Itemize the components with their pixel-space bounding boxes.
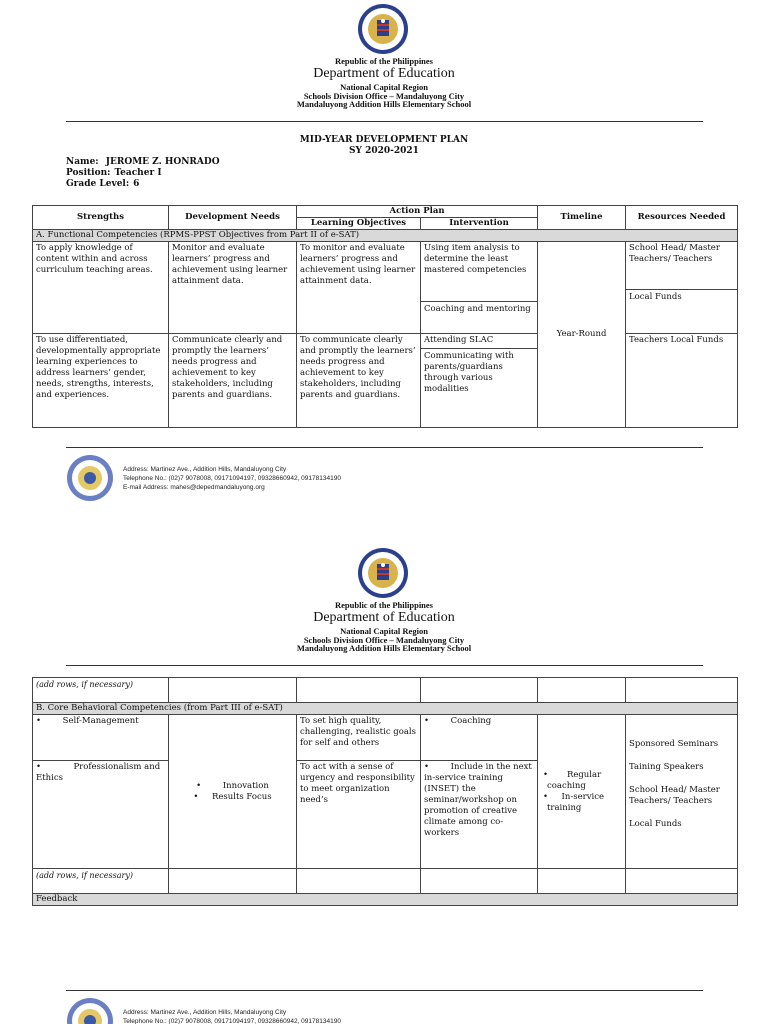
intervention-item: Using item analysis to determine the least mastered competencies <box>424 243 527 275</box>
empty-cell <box>421 678 538 703</box>
intervention-item: Coaching and mentoring <box>421 301 537 315</box>
footer-address: Address: Martinez Ave., Addition Hills, Mandaluyong City <box>123 466 287 473</box>
table-row <box>33 869 738 894</box>
grade-label: Grade Level: <box>66 179 130 189</box>
intervention-item: • Include in the next in-service training (INSET) the seminar/workshop on promotion of creative climate among co-workers <box>424 762 532 838</box>
header-strengths: Strengths <box>33 206 169 230</box>
resource-item: Local Funds <box>629 819 682 829</box>
section-a-heading: A. Functional Competencies (RPMS-PPST Objectives from Part II of e-SAT) <box>33 230 738 242</box>
empty-cell <box>169 678 297 703</box>
intervention-cell <box>421 334 538 428</box>
development-plan-table-continued <box>32 677 738 906</box>
plan-title: MID-YEAR DEVELOPMENT PLAN <box>299 135 469 145</box>
department-line: Department of Education <box>313 65 455 81</box>
header-timeline: Timeline <box>538 206 626 230</box>
school-line: Mandaluyong Addition Hills Elementary School <box>296 99 472 110</box>
footer-telephone: Telephone No.: (02)7 9078008, 09171094197, 09328660942, 09178134190 <box>123 1018 341 1024</box>
division-line: Schools Division Office – Mandaluyong City <box>303 90 465 101</box>
learning-objective-cell <box>297 715 421 869</box>
empty-cell <box>421 869 538 894</box>
add-rows-note: (add rows, if necessary) <box>33 678 169 703</box>
add-rows-note: (add rows, if necessary) <box>33 869 169 894</box>
strength-text: Self-Management <box>62 716 139 726</box>
footer-telephone: Telephone No.: (02)7 9078008, 09171094197, 09328660942, 09178134190 <box>123 475 341 482</box>
header-divider <box>66 121 703 122</box>
table-row <box>33 242 738 334</box>
deped-seal-logo <box>357 547 409 599</box>
header-development-needs: Development Needs <box>169 206 297 230</box>
learning-objective-cell: To monitor and evaluate learners’ progress and achievement using learner attainment data. <box>297 242 421 334</box>
footer-email: E-mail Address: mahes@depedmandaluyong.org <box>123 484 265 491</box>
school-line: Mandaluyong Addition Hills Elementary School <box>296 643 472 654</box>
need-item: • Results Focus <box>193 791 272 802</box>
department-line: Department of Education <box>313 609 455 625</box>
resources-cell <box>626 715 738 869</box>
republic-line: Republic of the Philippines <box>334 56 433 66</box>
header-resources: Resources Needed <box>626 206 738 230</box>
resource-item: School Head/ Master Teachers/ Teachers <box>629 243 720 264</box>
strength-text: Professionalism and Ethics <box>36 762 161 783</box>
development-need-cell <box>169 715 297 869</box>
table-row <box>33 715 738 869</box>
header-intervention: Intervention <box>421 218 538 230</box>
header-divider <box>66 665 703 666</box>
intervention-text: Coaching <box>450 716 492 726</box>
timeline-item: • In-service training <box>543 791 605 813</box>
section-b-heading: B. Core Behavioral Competencies (from Part III of e-SAT) <box>33 703 738 715</box>
intervention-cell <box>421 242 538 334</box>
intervention-item: Attending SLAC <box>424 335 494 345</box>
timeline-cell <box>538 715 626 869</box>
timeline-text: Regular coaching <box>547 769 602 791</box>
footer-divider <box>66 447 703 448</box>
letterhead <box>0 57 768 109</box>
school-year: SY 2020-2021 <box>349 146 419 156</box>
strength-cell: To apply knowledge of content within and across curriculum teaching areas. <box>33 242 169 334</box>
letterhead <box>0 601 768 653</box>
need-text: Results Focus <box>211 791 272 802</box>
header-action-plan: Action Plan <box>297 206 538 218</box>
teacher-name: JEROME Z. HONRADO <box>105 157 220 167</box>
position-row <box>66 168 224 179</box>
development-plan-table <box>32 205 738 428</box>
need-item: • Innovation <box>196 780 269 791</box>
timeline-text: In-service training <box>547 791 605 813</box>
republic-line: Republic of the Philippines <box>334 600 433 610</box>
empty-cell <box>626 869 738 894</box>
grade-row <box>66 179 224 190</box>
objective-item: To act with a sense of urgency and responsibility to meet organization need’s <box>300 762 415 805</box>
objective-item: To set high quality, challenging, realistic goals for self and others <box>297 715 420 761</box>
feedback-heading: Feedback <box>33 894 738 906</box>
intervention-text: Include in the next in-service training (INSET) the seminar/workshop on promotion of creative climate among co-workers <box>424 762 532 838</box>
region-line: National Capital Region <box>340 625 428 636</box>
name-label: Name: <box>66 157 99 167</box>
school-seal-logo <box>66 454 114 502</box>
strength-cell: To use differentiated, developmentally appropriate learning experiences to address learners’ gender, needs, strengths, interests, and experiences. <box>33 334 169 428</box>
teacher-info <box>66 157 224 190</box>
resource-item: School Head/ Master Teachers/ Teachers <box>629 785 720 806</box>
footer-divider <box>66 990 703 991</box>
region-line: National Capital Region <box>340 81 428 92</box>
empty-cell <box>297 869 421 894</box>
intervention-item: Communicating with parents/guardians through various modalities <box>421 348 537 395</box>
grade-level: 6 <box>133 179 140 189</box>
empty-cell <box>626 678 738 703</box>
division-line: Schools Division Office – Mandaluyong City <box>303 634 465 645</box>
intervention-item: • Coaching <box>421 715 537 761</box>
school-seal-logo <box>66 997 114 1024</box>
empty-cell <box>297 678 421 703</box>
intervention-cell <box>421 715 538 869</box>
position-label: Position: <box>66 168 111 178</box>
need-text: Innovation <box>222 780 269 791</box>
header-learning-objectives: Learning Objectives <box>297 218 421 230</box>
timeline-item: • Regular coaching <box>543 769 602 791</box>
table-row <box>33 678 738 703</box>
footer-address: Address: Martinez Ave., Addition Hills, Mandaluyong City <box>123 1009 287 1016</box>
learning-objective-cell: To communicate clearly and promptly the learners’ needs progress and achievement to key stakeholders, including parents and guardians. <box>297 334 421 428</box>
development-need-cell: Monitor and evaluate learners’ progress and achievement using learner attainment data. <box>169 242 297 334</box>
table-row <box>33 334 738 428</box>
strength-cell <box>33 715 169 869</box>
empty-cell <box>538 869 626 894</box>
deped-seal-logo <box>357 3 409 55</box>
resource-item: Local Funds <box>626 289 737 303</box>
timeline-cell: Year-Round <box>538 242 626 428</box>
name-row <box>66 157 224 168</box>
strength-item: • Professionalism and Ethics <box>36 762 161 783</box>
footer-contact <box>123 1008 341 1024</box>
empty-cell <box>169 869 297 894</box>
teacher-position: Teacher I <box>114 168 162 178</box>
development-need-cell: Communicate clearly and promptly the learners’ needs progress and achievement to key stakeholders, including parents and guardians. <box>169 334 297 428</box>
footer-contact <box>123 465 341 492</box>
resource-item: Sponsored Seminars <box>629 739 719 749</box>
resources-cell <box>626 242 738 334</box>
empty-cell <box>538 678 626 703</box>
resources-cell: Teachers Local Funds <box>626 334 738 428</box>
strength-item: • Self-Management <box>33 715 168 761</box>
resource-item: Taining Speakers <box>629 762 704 772</box>
